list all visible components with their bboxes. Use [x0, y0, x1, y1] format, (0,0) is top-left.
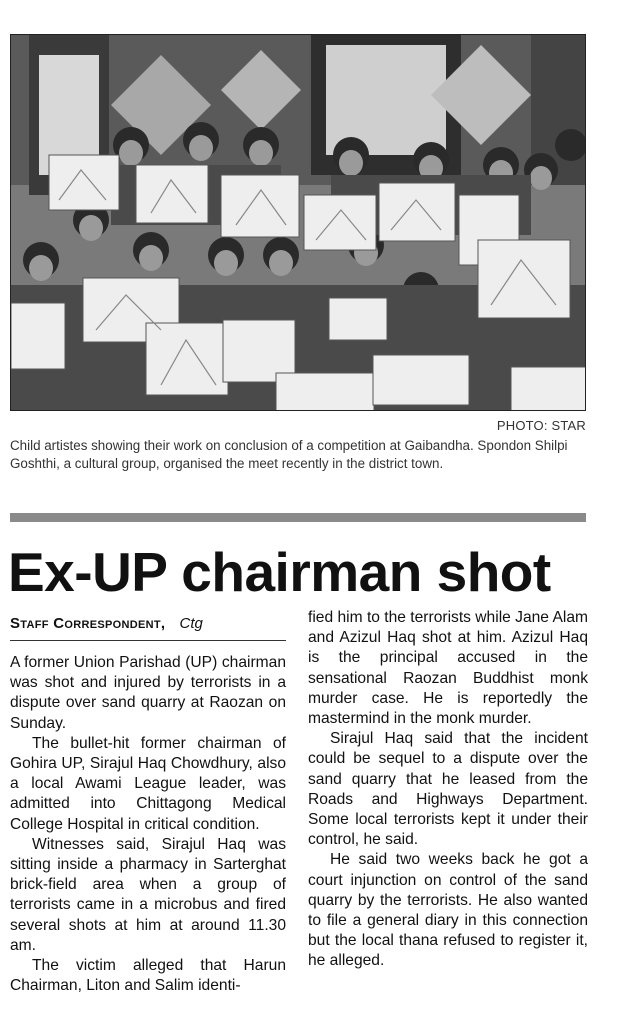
- paragraph: The bullet-hit former chairman of Gohira UP, Sirajul Haq Chowdhury, also a local Awami League leader, was admitted into Chittagong Medical College Hospital in critical condition.: [10, 734, 286, 833]
- paragraph: He said two weeks back he got a court injunction on control of the sand quarry by the terrorists. He also wanted to file a general diary in this connection but the local thana refused to register it, he alleged.: [308, 851, 588, 970]
- photo-children-artwork: [11, 35, 586, 411]
- news-photo: [10, 34, 586, 411]
- section-divider: [10, 513, 586, 522]
- photo-caption: Child artistes showing their work on conclusion of a competition at Gaibandha. Spondon Shilpi Goshthi, a cultural group, organised the meet recently in the district town.: [10, 438, 568, 471]
- paragraph: Witnesses said, Sirajul Haq was sitting inside a pharmacy in Sarterghat brick-field area when a group of terrorists came in a microbus and fired several shots at him at around 11.30 am.: [10, 835, 286, 954]
- paragraph: Sirajul Haq said that the incident could be sequel to a dispute over the sand quarry that he leased from the Roads and Highways Department. Some local terrorists kept it under their control, he said.: [308, 730, 588, 849]
- byline-name: Staff Correspondent,: [10, 615, 166, 632]
- byline-location: Ctg: [179, 615, 203, 632]
- article-column-left: [10, 653, 286, 996]
- article-column-right: [308, 608, 588, 972]
- photo-credit: PHOTO: STAR: [496, 418, 586, 433]
- article-byline: [10, 614, 286, 641]
- paragraph: A former Union Parishad (UP) chairman was shot and injured by terrorists in a dispute over sand quarry at Raozan on Sunday.: [10, 654, 286, 732]
- paragraph: The victim alleged that Harun Chairman, Liton and Salim identi-: [10, 957, 286, 995]
- article-headline: Ex-UP chairman shot: [8, 541, 551, 603]
- paragraph: fied him to the terrorists while Jane Alam and Azizul Haq shot at him. Azizul Haq is the principal accused in the sensational Raozan Buddhist monk murder case. He is reportedly the mastermind in the monk murder.: [308, 609, 588, 728]
